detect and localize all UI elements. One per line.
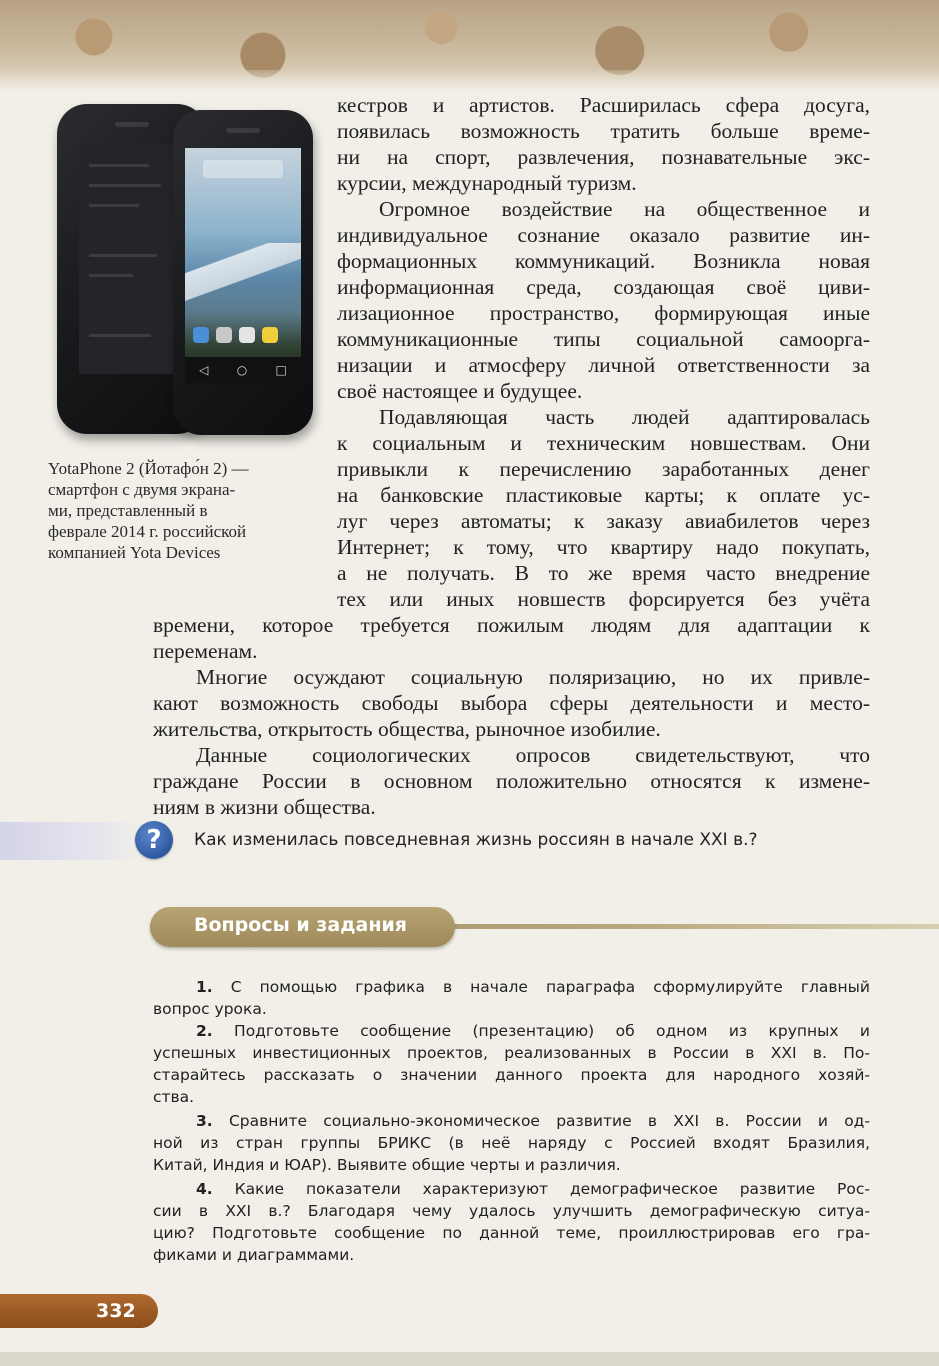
body-line: времени, которое требуется пожилым людям для адаптации к: [153, 613, 870, 637]
body-line: Интернет; к тому, что квартиру надо покупать,: [337, 535, 870, 559]
body-line: Многие осуждают социальную поляризацию, но их привле-: [196, 665, 870, 689]
body-line: коммуникационные типы социальной самоорга-: [337, 327, 870, 351]
task-line: С помощью графика в начале параграфа сформулируйте главный: [230, 978, 870, 996]
review-question: Как изменилась повседневная жизнь россиян в начале XXI в.?: [194, 830, 758, 850]
caption-line: смартфон с двумя экрана-: [48, 480, 236, 499]
body-line: а не получать. В то же время часто внедрение: [337, 561, 870, 585]
body-line: ни на спорт, развлечения, познавательные экс-: [337, 145, 870, 169]
task-line: Сравните социально-экономическое развитие в XXI в. России и од-: [228, 1112, 870, 1130]
task-line: Китай, Индия и ЮАР). Выявите общие черты и различия.: [153, 1156, 621, 1174]
body-line: ниям в жизни общества.: [153, 795, 376, 819]
task-line: Подготовьте сообщение (презентацию) об одном из крупных и: [234, 1022, 870, 1040]
task-number: 2.: [196, 1022, 213, 1040]
caption-line: компанией Yota Devices: [48, 543, 221, 562]
body-line: луг через автоматы; к заказу авиабилетов через: [337, 509, 870, 533]
task-number: 3.: [196, 1112, 213, 1130]
page-bottom-edge: [0, 1352, 939, 1366]
task-line: Какие показатели характеризуют демографическое развитие Рос-: [234, 1180, 870, 1198]
body-line: привыкли к перечислению заработанных денег: [337, 457, 870, 481]
back-icon: ◁: [199, 363, 209, 377]
body-line: граждане России в основном положительно относятся к измене-: [153, 769, 870, 793]
body-line: курсии, международный туризм.: [337, 171, 637, 195]
caption-line: YotaPhone 2 (Йотафо́н 2) —: [48, 459, 249, 478]
task-line: ной из стран группы БРИКС (в неё наряду с Россией входят Бразилия,: [153, 1134, 870, 1152]
body-line: своё настоящее и будущее.: [337, 379, 583, 403]
body-line: лизационное пространство, формирующая иные: [337, 301, 870, 325]
body-line: Данные социологических опросов свидетельствуют, что: [196, 743, 870, 767]
body-line: тех или иных новшеств форсируется без учёта: [337, 587, 870, 611]
task-line: фиками и диаграммами.: [153, 1246, 355, 1264]
body-line: кестров и артистов. Расширилась сфера досуга,: [337, 93, 870, 117]
caption-line: ми, представленный в: [48, 501, 208, 520]
recents-icon: □: [275, 363, 287, 377]
body-line: на банковские пластиковые карты; к оплате ус-: [337, 483, 870, 507]
question-icon: ?: [135, 821, 173, 859]
task-line: сии в XXI в.? Благодаря чему удалось улучшить демографическую ситуа-: [153, 1202, 870, 1220]
body-line: Подавляющая часть людей адаптировалась: [379, 405, 870, 429]
task-item-2: [196, 1021, 870, 1041]
body-line: формационных коммуникаций. Возникла новая: [337, 249, 870, 273]
body-line: Огромное воздействие на общественное и: [379, 197, 870, 221]
body-line: появилась возможность тратить больше време-: [337, 119, 870, 143]
task-item-3: [196, 1111, 870, 1131]
task-line: вопрос урока.: [153, 1000, 267, 1018]
body-line: жительства, открытость общества, рыночное изобилие.: [153, 717, 661, 741]
section-title: Вопросы и задания: [194, 914, 407, 936]
task-item-1: [196, 977, 870, 997]
home-icon: ○: [236, 363, 248, 377]
body-line: информационная среда, создающая своё циви-: [337, 275, 870, 299]
task-line: старайтесь рассказать о значении данного проекта для народного хозяй-: [153, 1066, 870, 1084]
task-item-4: [196, 1179, 870, 1199]
caption-line: феврале 2014 г. российской: [48, 522, 247, 541]
task-number: 1.: [196, 978, 213, 996]
body-line: переменам.: [153, 639, 258, 663]
task-number: 4.: [196, 1180, 213, 1198]
task-line: успешных инвестиционных проектов, реализованных в России в XXI в. По-: [153, 1044, 870, 1062]
body-line: кают возможность свободы выбора сферы деятельности и место-: [153, 691, 870, 715]
body-line: индивидуальное сознание оказало развитие ин-: [337, 223, 870, 247]
question-highlight-strip: [0, 822, 140, 860]
task-line: ства.: [153, 1088, 195, 1106]
body-line: к социальным и техническим новшествам. Они: [337, 431, 870, 455]
task-line: цию? Подготовьте сообщение по данной теме, проиллюстрировав его гра-: [153, 1224, 870, 1242]
page-number: 332: [96, 1300, 136, 1322]
body-line: низации и атмосферу личной ответственности за: [337, 353, 870, 377]
